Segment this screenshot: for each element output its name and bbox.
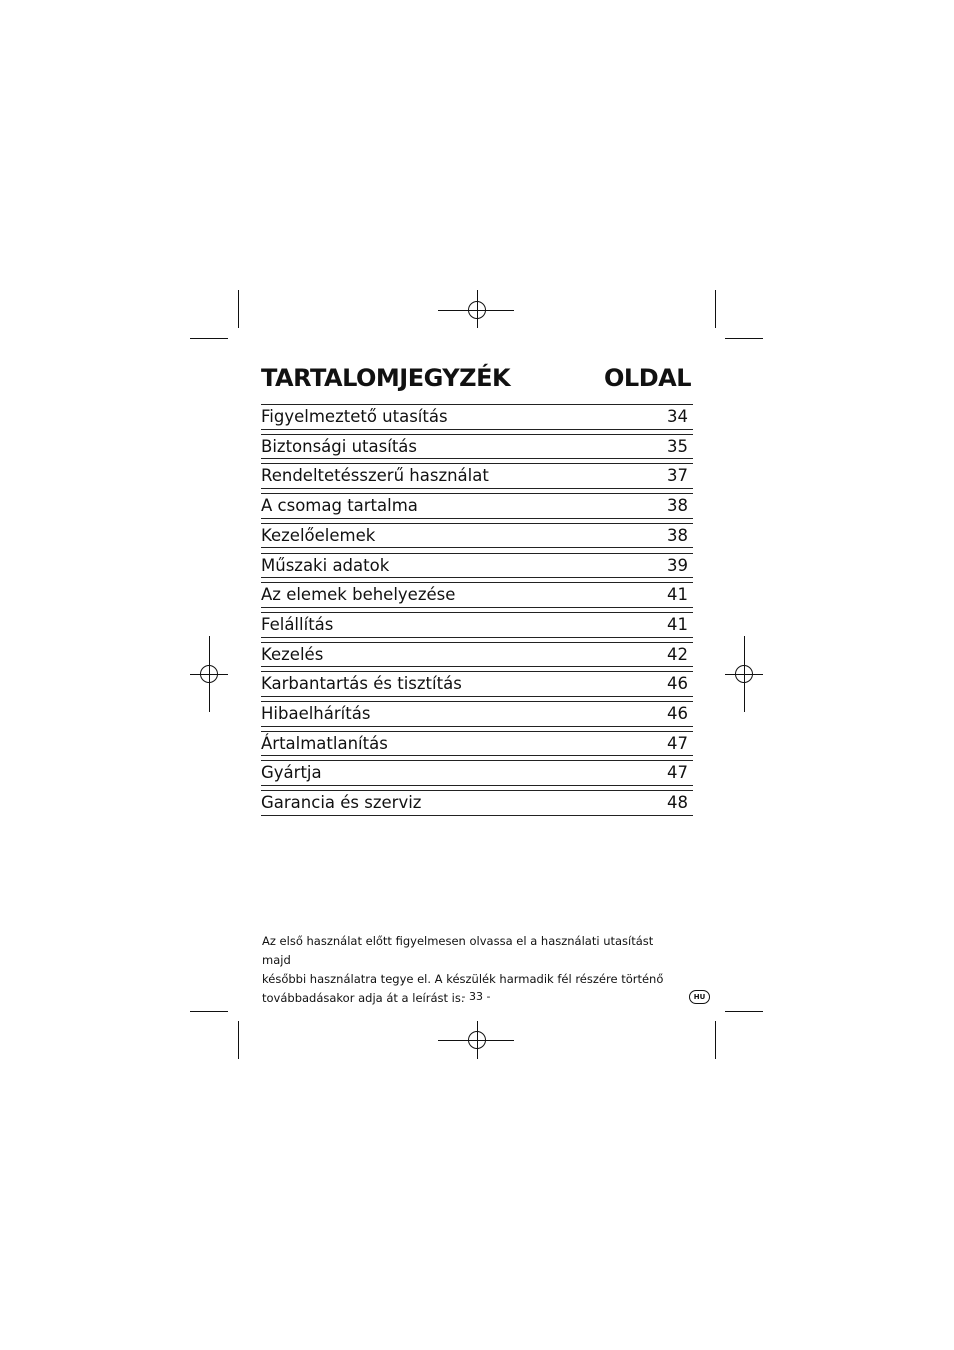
toc-entry-label: Az elemek behelyezése [261, 585, 456, 605]
toc-entry-page: 46 [667, 674, 688, 694]
row-rule-bottom [261, 429, 693, 430]
page-column-title: OLDAL [604, 364, 691, 392]
toc-entry-page: 47 [667, 733, 688, 753]
note-line: továbbadásakor adja át a leírást is. [262, 991, 465, 1005]
row-rule-bottom [261, 785, 693, 786]
toc-row[interactable] [261, 434, 693, 464]
toc-entry-page: 47 [667, 763, 688, 783]
toc-entry-label: Biztonsági utasítás [261, 436, 417, 456]
toc-entry-page: 34 [667, 407, 688, 426]
row-rule-top [261, 523, 693, 524]
toc-entry-label: Rendeltetésszerű használat [261, 466, 489, 486]
toc-row[interactable] [261, 493, 693, 523]
toc-entry-label: Garancia és szerviz [261, 793, 422, 813]
row-rule-top [261, 760, 693, 761]
row-rule-bottom [261, 726, 693, 727]
toc-header [261, 362, 691, 394]
row-rule-top [261, 790, 693, 791]
toc-entry-page: 46 [667, 704, 688, 723]
toc-entry-page: 35 [667, 436, 688, 456]
toc-row[interactable] [261, 790, 693, 820]
toc-row[interactable] [261, 463, 693, 493]
toc-entry-label: Műszaki adatok [261, 555, 390, 575]
toc-entry-label: Kezelés [261, 644, 324, 664]
note-line: későbbi használatra tegye el. A készülék harmadik fél részére történő [262, 972, 664, 986]
row-rule-top [261, 701, 693, 702]
row-rule-top [261, 434, 693, 435]
toc-entry-page: 39 [667, 555, 688, 575]
language-badge: HU [689, 990, 710, 1004]
row-rule-top [261, 582, 693, 583]
row-rule-top [261, 731, 693, 732]
toc-row[interactable] [261, 553, 693, 583]
row-rule-top [261, 493, 693, 494]
toc-entry-page: 41 [667, 614, 688, 634]
row-rule-bottom [261, 547, 693, 548]
row-rule-top [261, 671, 693, 672]
toc-row[interactable] [261, 671, 693, 701]
row-rule-top [261, 612, 693, 613]
toc-row[interactable] [261, 701, 693, 731]
toc-row[interactable] [261, 760, 693, 790]
toc-row[interactable] [261, 582, 693, 612]
row-rule-bottom [261, 518, 693, 519]
row-rule-top [261, 642, 693, 643]
toc-row[interactable] [261, 642, 693, 672]
toc-entry-label: Ártalmatlanítás [261, 733, 388, 753]
row-rule-bottom [261, 637, 693, 638]
row-rule-bottom [261, 696, 693, 697]
toc-row[interactable] [261, 523, 693, 553]
toc-entry-label: Figyelmeztető utasítás [261, 407, 448, 426]
row-rule-bottom [261, 666, 693, 667]
toc-entry-page: 38 [667, 496, 688, 516]
toc-entry-page: 37 [667, 466, 688, 486]
toc-entry-page: 42 [667, 644, 688, 664]
row-rule-bottom [261, 488, 693, 489]
toc-row[interactable] [261, 731, 693, 761]
row-rule-bottom [261, 458, 693, 459]
row-rule-top [261, 463, 693, 464]
row-rule-bottom [261, 815, 693, 816]
row-rule-top [261, 553, 693, 554]
toc-entry-label: Kezelőelemek [261, 525, 376, 545]
toc-entry-label: Karbantartás és tisztítás [261, 674, 462, 694]
toc-entry-label: Gyártja [261, 763, 322, 783]
page-number: - 33 - [461, 990, 491, 1003]
toc-entry-page: 48 [667, 793, 688, 813]
toc-entry-label: Felállítás [261, 614, 334, 634]
row-rule-top [261, 404, 693, 405]
toc-row[interactable] [261, 404, 693, 434]
toc-entry-label: A csomag tartalma [261, 496, 418, 516]
toc-entry-page: 41 [667, 585, 688, 605]
row-rule-bottom [261, 577, 693, 578]
toc-row[interactable] [261, 612, 693, 642]
page-title: TARTALOMJEGYZÉK [261, 364, 511, 392]
row-rule-bottom [261, 607, 693, 608]
row-rule-bottom [261, 755, 693, 756]
toc-entry-label: Hibaelhárítás [261, 704, 371, 723]
toc-entry-page: 38 [667, 525, 688, 545]
note-line: Az első használat előtt figyelmesen olvassa el a használati utasítást majd [262, 934, 654, 967]
